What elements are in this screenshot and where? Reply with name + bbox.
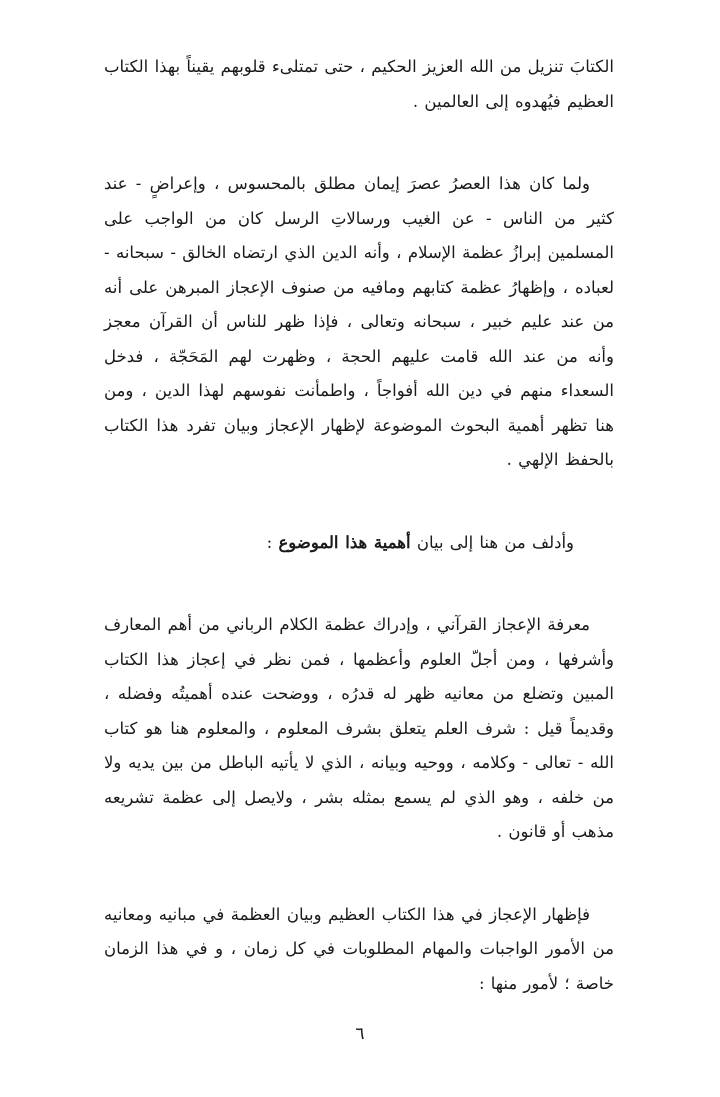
page-number: ٦	[355, 1024, 365, 1044]
paragraph-5	[104, 898, 614, 1002]
paragraph-3-prefix: وأدلف من هنا إلى بيان	[410, 532, 574, 552]
paragraph-2	[104, 167, 614, 478]
paragraph-3-suffix: :	[266, 532, 279, 552]
paragraph-2-text: ولما كان هذا العصرُ عصرَ إيمان مطلق بالمحسوس ، وإعراضٍ - عند كثير من الناس - عن الغيب ورسالاتِ الرسل كان من الواجب على المسلمين إبرازُ عظمة الإسلام ، وأنه الدين الذي ارتضاه الخالق - سبحانه - لعباده ، وإظهارُ عظمة كتابهم ومافيه من صنوف الإعجاز المبرهن على أنه من عند عليم خبير ، سبحانه وتعالى ، فإذا ظهر للناس أن القرآن معجز وأنه من عند الله قامت عليهم الحجة ، وظهرت لهم المَحَجّة ، فدخل السعداء منهم في دين الله أفواجاً ، واطمأنت نفوسهم لهذا الدين ، ومن هنا تظهر أهمية البحوث الموضوعة لإظهار الإعجاز وبيان تفرد هذا الكتاب بالحفظ الإلهي .	[104, 174, 614, 469]
paragraph-4	[104, 608, 614, 850]
page-body	[104, 50, 614, 1001]
paragraph-4-text: معرفة الإعجاز القرآني ، وإدراك عظمة الكلام الرباني من أهم المعارف وأشرفها ، ومن أجلّ العلوم وأعظمها ، فمن نظر في إعجاز هذا الكتاب المبين وتضلع من معانيه ظهر له قدرُه ، ووضحت عنده أهميتُه وفضله ، وقديماً قيل : شرف العلم يتعلق بشرف المعلوم ، والمعلوم هنا هو كتاب الله - تعالى - وكلامه ، ووحيه وبيانه ، الذي لا يأتيه الباطل من بين يديه ولا من خلفه ، وهو الذي لم يسمع بمثله بشر ، ولايصل إلى عظمة تشريعه مذهب أو قانون .	[104, 615, 614, 841]
paragraph-1: الكتابَ تنزيل من الله العزيز الحكيم ، حتى تمتلىء قلوبهم يقيناً بهذا الكتاب العظيم فيُهدوه إلى العالمين .	[104, 57, 614, 111]
paragraph-5-text: فإظهار الإعجاز في هذا الكتاب العظيم وبيان العظمة في مبانيه ومعانيه من الأمور الواجبات والمهام المطلوبات في كل زمان ، و في هذا الزمان خاصة ؛ لأمور منها :	[104, 904, 614, 993]
paragraph-3	[104, 526, 614, 561]
paragraph-3-bold: أهمية هذا الموضوع	[278, 532, 411, 552]
